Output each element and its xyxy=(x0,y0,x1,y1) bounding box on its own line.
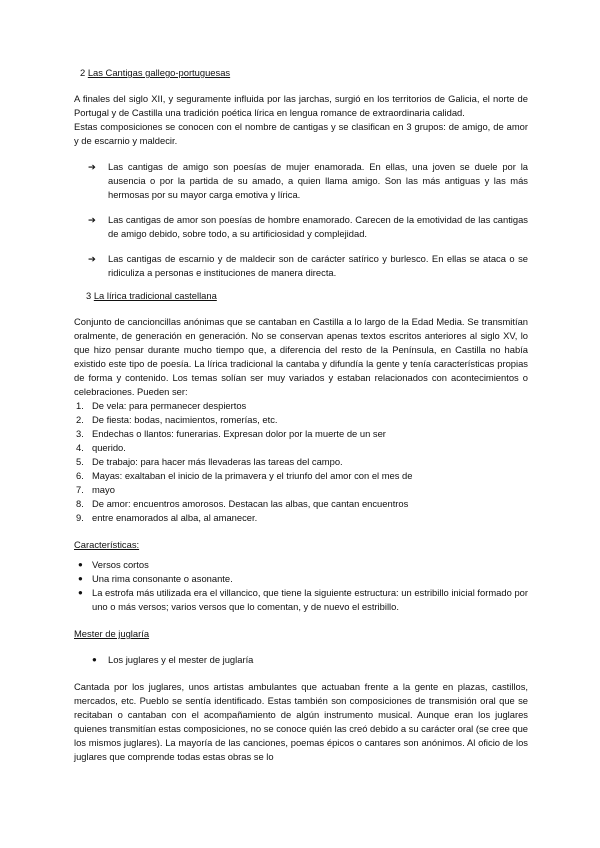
section-2-paragraph-2: Estas composiciones se conocen con el nombre de cantigas y se clasifican en 3 grupos: de amigo, de amor y de escarnio y maldecir. xyxy=(74,121,528,146)
list-item: 6. Mayas: exaltaban el inicio de la primavera y el triunfo del amor con el mes de xyxy=(76,470,413,481)
bullet-icon: ● xyxy=(92,655,97,664)
bullet-icon: ● xyxy=(78,588,83,597)
section-2-paragraph-1: A finales del siglo XII, y seguramente influida por las jarchas, surgió en los territorios de Galicia, el norte de Portugal y de Castilla una tradición poética lírica en lengua romance de extraordinaria calidad. xyxy=(74,93,528,118)
section-3-heading xyxy=(74,289,528,303)
list-item: 3. Endechas o llantos: funerarias. Expresan dolor por la muerte de un ser xyxy=(76,428,386,439)
list-item: 1. De vela: para permanecer despiertos xyxy=(76,400,247,411)
arrow-icon: ➔ xyxy=(88,214,96,225)
list-item: ● Los juglares y el mester de juglaría xyxy=(92,654,254,665)
section-3-number: 3 xyxy=(86,290,92,301)
list-item: ➔ Las cantigas de amor son poesías de hombre enamorado. Carecen de la emotividad de las cantigas de amigo debido, sobre todo, a su artificiosidad y complejidad. xyxy=(88,214,528,239)
bullet-icon: ● xyxy=(78,574,83,583)
list-item: 5. De trabajo: para hacer más llevaderas las tareas del campo. xyxy=(76,456,343,467)
mester-heading: Mester de juglaría xyxy=(74,628,150,639)
list-item: ● Una rima consonante o asonante. xyxy=(78,573,233,584)
section-2-title: Las Cantigas gallego-portuguesas xyxy=(87,67,231,78)
cantigas-list xyxy=(74,160,528,280)
arrow-icon: ➔ xyxy=(88,161,96,172)
list-item: ➔ Las cantigas de escarnio y de maldecir son de carácter satírico y burlesco. En ellas se ataca o se ridiculiza a personas e instituciones de manera directa. xyxy=(88,253,528,278)
list-item: 9. entre enamorados al alba, al amanecer. xyxy=(76,512,258,523)
mester-sublist xyxy=(74,653,528,667)
document-page xyxy=(74,66,528,764)
list-item: 4. querido. xyxy=(76,442,126,453)
caracteristicas-list xyxy=(74,558,528,614)
bullet-icon: ● xyxy=(78,560,83,569)
caracteristicas-heading: Características: xyxy=(74,539,140,550)
section-3-paragraph: Conjunto de cancioncillas anónimas que se cantaban en Castilla a lo largo de la Edad Media. Se transmitían oralmente, de generación en generación. No se conservan apenas textos escritos anteriores al siglo XV, lo que hizo pensar durante mucho tiempo que, a diferencia del resto de la Península, en Castilla no había existido este tipo de poesía. La lírica tradicional la cantaba y difundía la gente y tenía características propias de forma y contenido. Los temas solían ser muy variados y estaban relacionados con acontecimientos o celebraciones. Pueden ser: xyxy=(74,316,528,397)
list-item: 2. De fiesta: bodas, nacimientos, romerías, etc. xyxy=(76,414,278,425)
section-2-heading xyxy=(74,66,528,80)
list-item: 7. mayo xyxy=(76,484,115,495)
arrow-icon: ➔ xyxy=(88,253,96,264)
section-3-title: La lírica tradicional castellana xyxy=(93,290,217,301)
section-2-number: 2 xyxy=(80,67,86,78)
lirica-types-list xyxy=(74,399,528,525)
mester-paragraph: Cantada por los juglares, unos artistas ambulantes que actuaban frente a la gente en plazas, castillos, mercados, etc. Pueblo se sentía identificado. Estas también son composiciones de transmisión oral que se recitaban o cantaban con el acompañamiento de algún instrumento musical. Aunque eran los juglares quienes transmitían estas composiciones, no se conoce quién las creó debido a su carácter oral (se cree que los mismos juglares). La mayoría de las canciones, poemas épicos o cantares son anónimos. Al oficio de los juglares que comprende todas estas obras se lo xyxy=(74,681,528,762)
list-item: ➔ Las cantigas de amigo son poesías de mujer enamorada. En ellas, una joven se duele por la ausencia o por la partida de su amado, a quien llama amigo. Son las más antiguas y las más hermosas por su mayor carga emotiva y lírica. xyxy=(88,161,528,200)
list-item: 8. De amor: encuentros amorosos. Destacan las albas, que cantan encuentros xyxy=(76,498,409,509)
list-item: ● Versos cortos xyxy=(78,559,149,570)
list-item: ● La estrofa más utilizada era el villancico, que tiene la siguiente estructura: un estribillo inicial formado por uno o más versos; varios versos que lo comentan, y de nuevo el estribillo. xyxy=(78,587,528,612)
